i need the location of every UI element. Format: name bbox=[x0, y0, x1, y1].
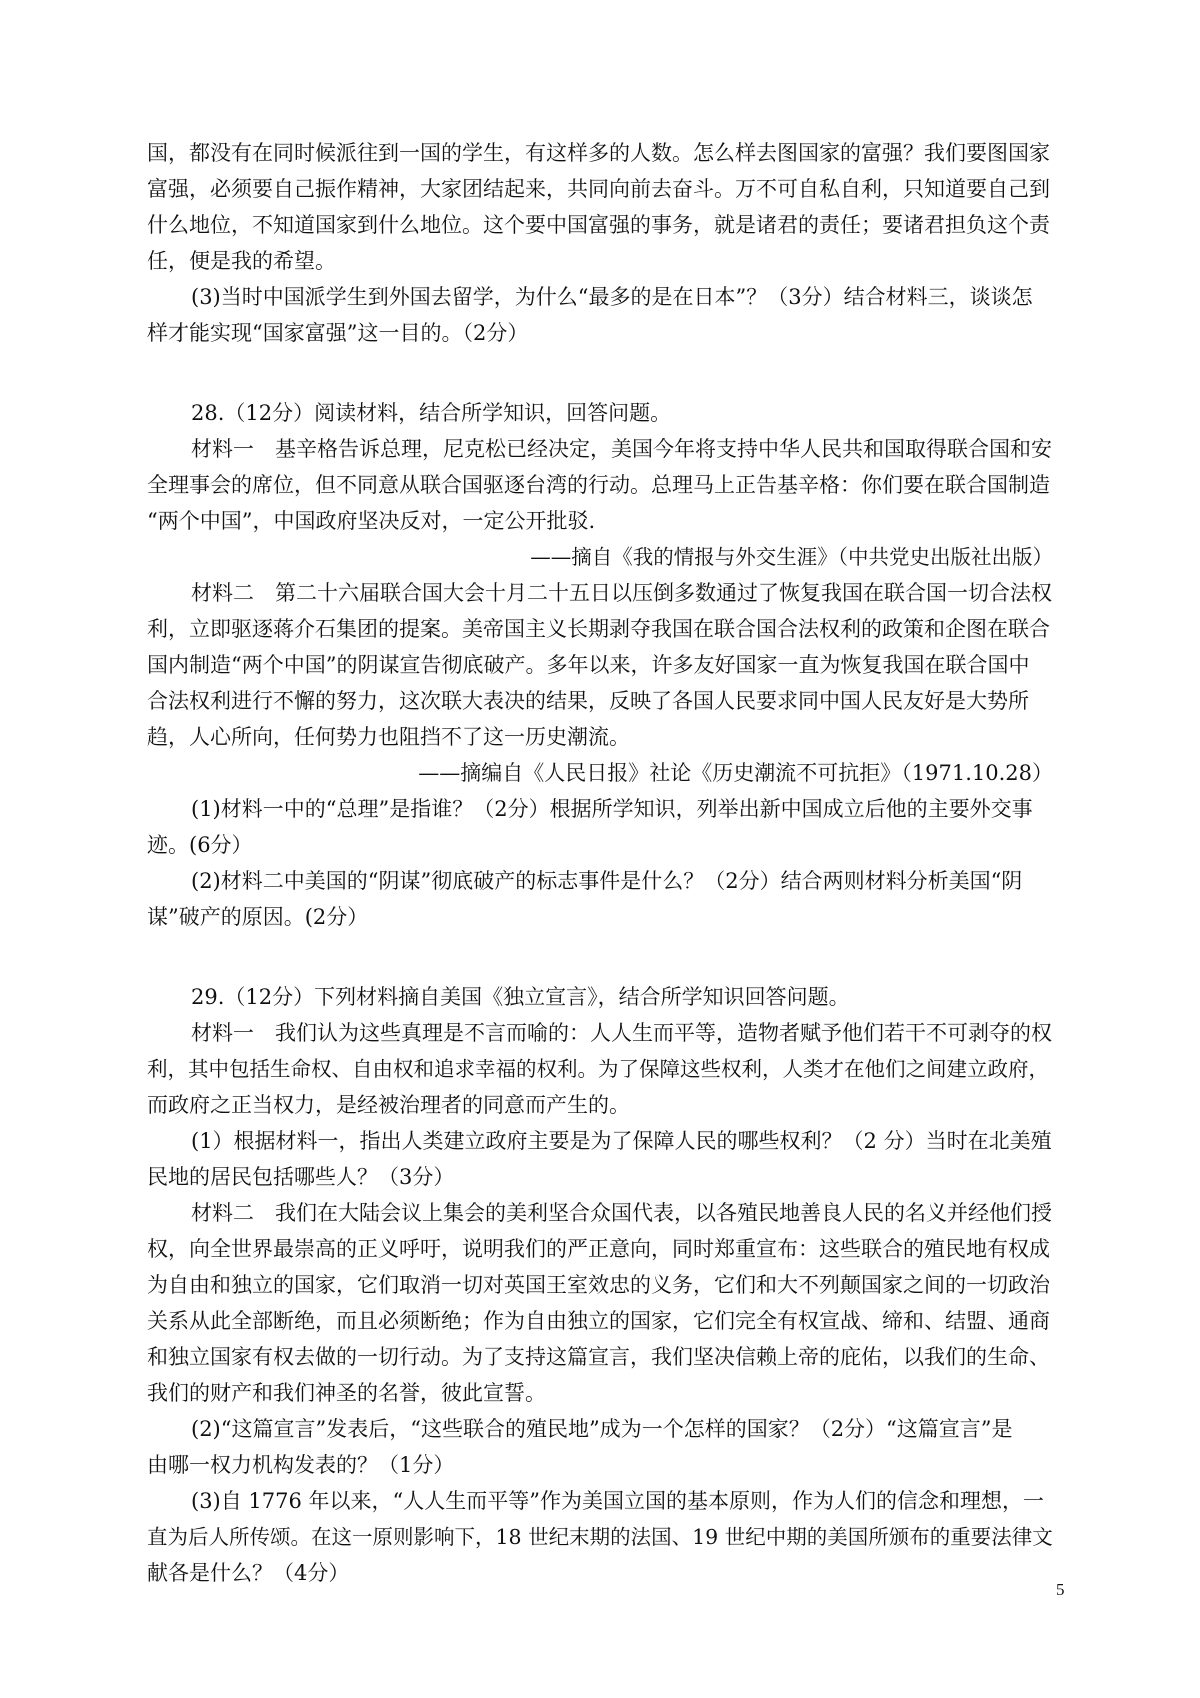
text-line: 任，便是我的希望。 bbox=[147, 249, 336, 273]
material-line: 材料二 第二十六届联合国大会十月二十五日以压倒多数通过了恢复我国在联合国一切合法权 bbox=[191, 581, 1052, 605]
material-line: 国内制造“两个中国”的阴谋宣告彻底破产。多年以来，许多友好国家一直为恢复我国在联合国中 bbox=[147, 653, 1030, 677]
question-line: (1）根据材料一，指出人类建立政府主要是为了保障人民的哪些权利？（2 分）当时在北美殖 bbox=[191, 1129, 1052, 1153]
source-citation: ——摘编自《人民日报》社论《历史潮流不可抗拒》（1971.10.28） bbox=[418, 761, 1053, 785]
material-line: 关系从此全部断绝，而且必须断绝；作为自由独立的国家，它们完全有权宣战、缔和、结盟、通商 bbox=[147, 1309, 1050, 1333]
question-line: (3)自 1776 年以来，“人人生而平等”作为美国立国的基本原则，作为人们的信念和理想，一 bbox=[191, 1489, 1045, 1513]
material-line: 全理事会的席位，但不同意从联合国驱逐台湾的行动。总理马上正告基辛格：你们要在联合国制造 bbox=[147, 473, 1050, 497]
material-line: 为自由和独立的国家，它们取消一切对英国王室效忠的义务，它们和大不列颠国家之间的一切政治 bbox=[147, 1273, 1050, 1297]
question-29-heading: 29.（12分）下列材料摘自美国《独立宣言》，结合所学知识回答问题。 bbox=[191, 985, 850, 1009]
material-line: 利，立即驱逐蒋介石集团的提案。美帝国主义长期剥夺我国在联合国合法权利的政策和企图在联合 bbox=[147, 617, 1050, 641]
question-line: (2)“这篇宣言”发表后，“这些联合的殖民地”成为一个怎样的国家？（2分）“这篇宣言”是 bbox=[191, 1417, 1013, 1441]
question-28-heading: 28.（12分）阅读材料，结合所学知识，回答问题。 bbox=[191, 401, 672, 425]
question-line: 谋”破产的原因。(2分） bbox=[147, 905, 369, 929]
page-number: 5 bbox=[1056, 1580, 1065, 1599]
material-line: 权，向全世界最崇高的正义呼吁，说明我们的严正意向，同时郑重宣布：这些联合的殖民地有权成 bbox=[147, 1237, 1050, 1261]
material-line: 趋，人心所向，任何势力也阻挡不了这一历史潮流。 bbox=[147, 725, 630, 749]
source-citation: ——摘自《我的情报与外交生涯》（中共党史出版社出版） bbox=[530, 545, 1053, 569]
text-line: 什么地位，不知道国家到什么地位。这个要中国富强的事务，就是诸君的责任；要诸君担负这个责 bbox=[147, 213, 1050, 237]
question-line: 献各是什么？（4分） bbox=[147, 1561, 350, 1585]
text-line: 富强，必须要自己振作精神，大家团结起来，共同向前去奋斗。万不可自私自利，只知道要自己到 bbox=[147, 177, 1050, 201]
material-line: 而政府之正当权力，是经被治理者的同意而产生的。 bbox=[147, 1093, 630, 1117]
material-line: 材料二 我们在大陆会议上集会的美利坚合众国代表，以各殖民地善良人民的名义并经他们授 bbox=[191, 1201, 1052, 1225]
question-line: (3)当时中国派学生到外国去留学，为什么“最多的是在日本”？（3分）结合材料三，谈谈怎 bbox=[191, 285, 1033, 309]
material-line: 我们的财产和我们神圣的名誉，彼此宣誓。 bbox=[147, 1381, 546, 1405]
question-line: 直为后人所传颂。在这一原则影响下，18 世纪末期的法国、19 世纪中期的美国所颁布的重要法律文 bbox=[147, 1525, 1053, 1549]
material-line: 和独立国家有权去做的一切行动。为了支持这篇宣言，我们坚决信赖上帝的庇佑，以我们的生命、 bbox=[147, 1345, 1050, 1369]
material-line: 材料一 基辛格告诉总理，尼克松已经决定，美国今年将支持中华人民共和国取得联合国和安 bbox=[191, 437, 1052, 461]
material-line: 合法权利进行不懈的努力，这次联大表决的结果，反映了各国人民要求同中国人民友好是大势所 bbox=[147, 689, 1029, 713]
question-line: 迹。(6分） bbox=[147, 833, 253, 857]
question-line: (2)材料二中美国的“阴谋”彻底破产的标志事件是什么？（2分）结合两则材料分析美国“阴 bbox=[191, 869, 1023, 893]
question-line: 样才能实现“国家富强”这一目的。（2分） bbox=[147, 321, 529, 345]
material-line: 材料一 我们认为这些真理是不言而喻的：人人生而平等，造物者赋予他们若干不可剥夺的权 bbox=[191, 1021, 1052, 1045]
text-line: 国，都没有在同时候派往到一国的学生，有这样多的人数。怎么样去图国家的富强？我们要图国家 bbox=[147, 141, 1050, 165]
material-line: 利，其中包括生命权、自由权和追求幸福的权利。为了保障这些权利，人类才在他们之间建立政府， bbox=[147, 1057, 1049, 1081]
material-line: “两个中国”，中国政府坚决反对，一定公开批驳. bbox=[147, 509, 596, 533]
question-line: 由哪一权力机构发表的？（1分） bbox=[147, 1453, 455, 1477]
question-line: 民地的居民包括哪些人？（3分） bbox=[147, 1165, 455, 1189]
question-line: (1)材料一中的“总理”是指谁？（2分）根据所学知识，列举出新中国成立后他的主要外交事 bbox=[191, 797, 1033, 821]
